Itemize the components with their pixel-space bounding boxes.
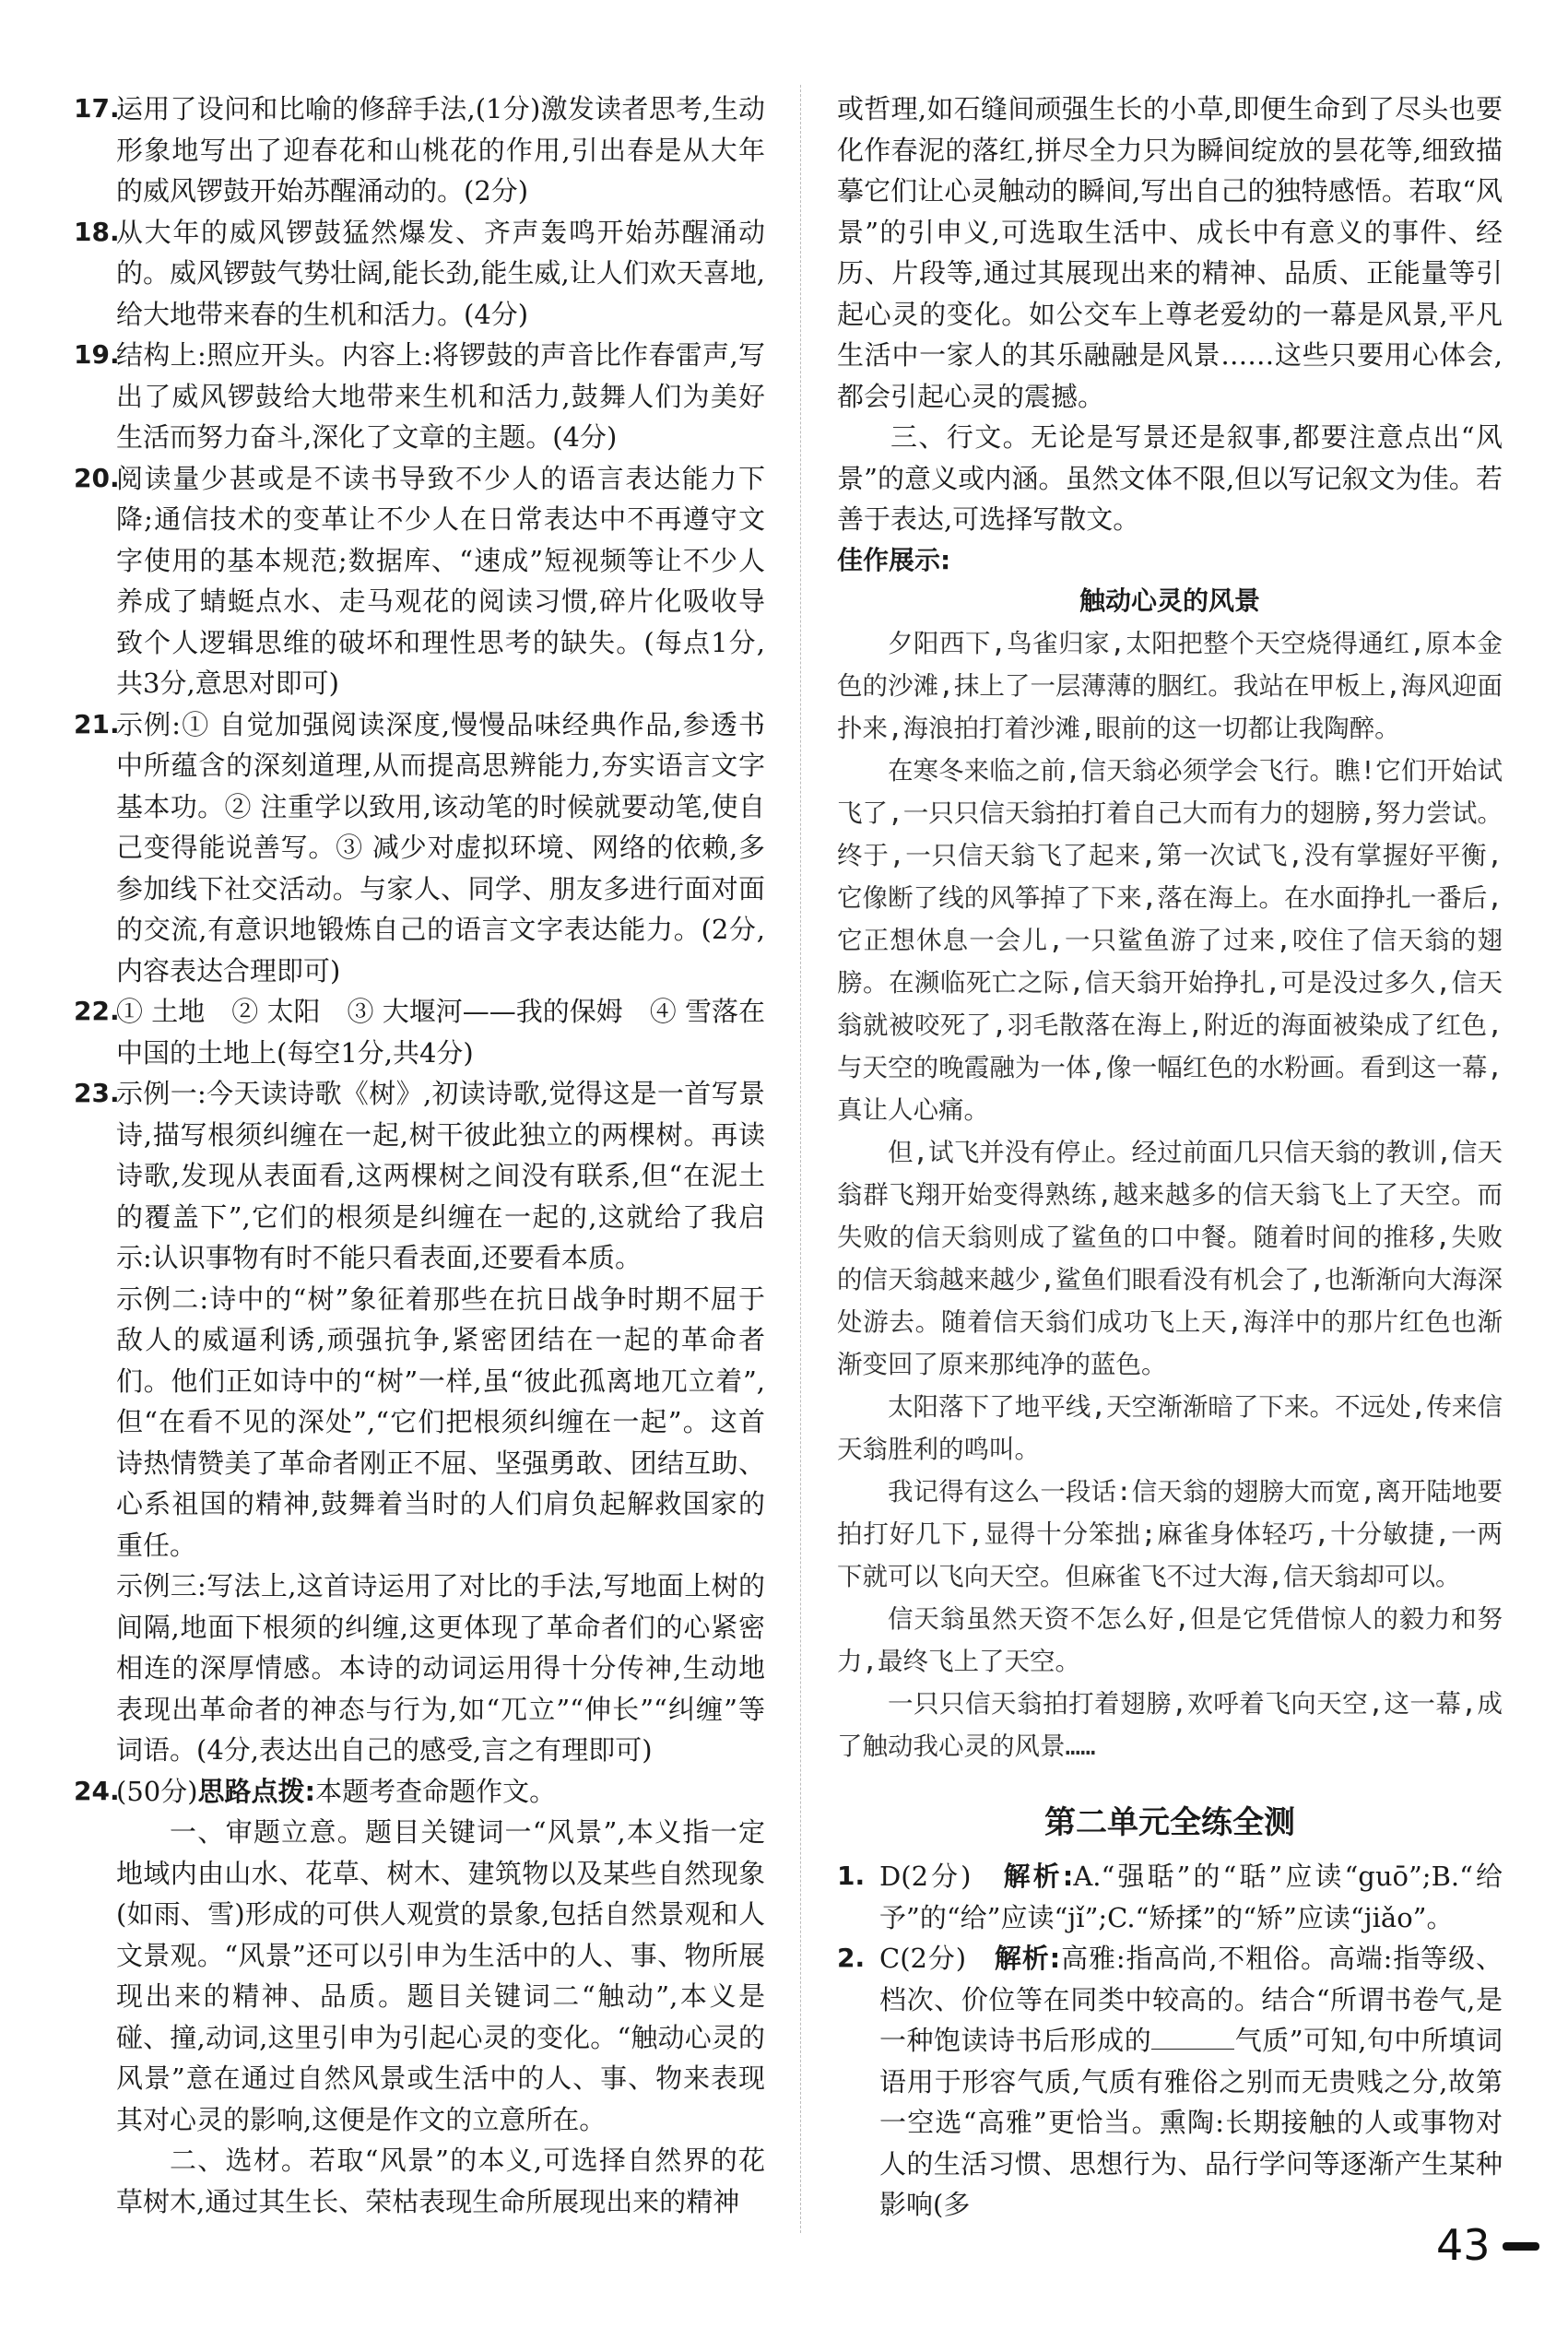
answer-23 bbox=[74, 1073, 765, 1771]
analysis-text: 高雅:指高尚,不粗俗。高端:指等级、档次、价位等在同类中较高的。结合“所谓书卷气,是一种饱读诗书后形成的 bbox=[879, 1943, 1503, 2056]
essay-paragraph: 一只只信天翁拍打着翅膀,欢呼着飞向天空,这一幕,成了触动我心灵的风景…… bbox=[837, 1688, 1503, 1761]
example-two: 示例二:诗中的“树”象征着那些在抗日战争时期不屈于敌人的威逼利诱,顽强抗争,紧密团结在一起的革命者们。他们正如诗中的“树”一样,虽“彼此孤离地兀立着”,但“在看不见的深处”,“它们把根须纠缠在一起”。这首诗热情赞美了革命者刚正不屈、坚强勇敢、团结互助、心系祖国的精神,鼓舞着当时的人们肩负起解救国家的重任。 bbox=[116, 1282, 765, 1561]
essay-paragraph: 夕阳西下,鸟雀归家,太阳把整个天空烧得通红,原本金色的沙滩,抹上了一层薄薄的胭红。我站在甲板上,海风迎面扑来,海浪拍打着沙滩,眼前的这一切都让我陶醉。 bbox=[837, 628, 1503, 743]
answer-18 bbox=[74, 212, 765, 336]
answer-24 bbox=[74, 1771, 765, 2223]
answer-choice: C(2分) bbox=[879, 1943, 967, 1974]
answer-text: 运用了设问和比喻的修辞手法,(1分)激发读者思考,生动形象地写出了迎春花和山桃花的作用,引出春是从大年的威风锣鼓开始苏醒涌动的。(2分) bbox=[116, 93, 765, 207]
paragraph-material-continued: 或哲理,如石缝间顽强生长的小草,即便生命到了尽头也要化作春泥的落红,拼尽全力只为瞬间绽放的昙花等,细致描摹它们让心灵触动的瞬间,写出自己的独特感悟。若取“风景”的引申义,可选取生活中、成长中有意义的事件、经历、片段等,通过其展现出来的精神、品质、正能量等引起心灵的变化。如公交车上尊老爱幼的一幕是风景,平凡生活中一家人的其乐融融是风景……这些只要用心体会,都会引起心灵的震撼。 bbox=[837, 93, 1503, 412]
showcase-label: 佳作展示: bbox=[837, 544, 951, 575]
answer-19 bbox=[74, 335, 765, 458]
question-number: 21. bbox=[74, 708, 120, 739]
question-number: 19. bbox=[74, 339, 120, 370]
paragraph-writing: 三、行文。无论是写景还是叙事,都要注意点出“风景”的意义或内涵。虽然文体不限,但以写记叙文为佳。若善于表达,可选择写散文。 bbox=[837, 421, 1503, 535]
essay-paragraph: 我记得有这么一段话:信天翁的翅膀大而宽,离开陆地要拍打好几下,显得十分笨拙;麻雀身体轻巧,十分敏捷,一两下就可以飞向天空。但麻雀飞不过大海,信天翁却可以。 bbox=[837, 1476, 1503, 1591]
question-number: 20. bbox=[74, 462, 120, 493]
answer-text: 结构上:照应开头。内容上:将锣鼓的声音比作春雷声,写出了威风锣鼓给大地带来生机和活力,鼓舞人们为美好生活而努力奋斗,深化了文章的主题。(4分) bbox=[116, 339, 765, 453]
analysis-text-continued: 气质”可知,句中所填词语用于形容气质,气质有雅俗之别而无贵贱之分,故第一空选“高雅”更恰当。熏陶:长期接触的人或事物对人的生活习惯、思想行为、品行学问等逐渐产生某种影响(多 bbox=[879, 2025, 1503, 2220]
question-number: 22. bbox=[74, 996, 120, 1026]
answer-20 bbox=[74, 458, 765, 704]
page-number: 43 bbox=[1436, 2220, 1491, 2270]
fill-blank bbox=[1151, 2022, 1234, 2050]
example-one: 示例一:今天读诗歌《树》,初读诗歌,觉得这是一首写景诗,描写根须纠缠在一起,树干彼此独立的两棵树。再读诗歌,发现从表面看,这两棵树之间没有联系,但“在泥土的覆盖下”,它们的根须是纠缠在一起的,这就给了我启示:认识事物有时不能只看表面,还要看本质。 bbox=[116, 1078, 765, 1273]
answer-text: 从大年的威风锣鼓猛然爆发、齐声轰鸣开始苏醒涌动的。威风锣鼓气势壮阔,能长劲,能生威,让人们欢天喜地,给大地带来春的生机和活力。(4分) bbox=[116, 216, 765, 330]
question-number: 2. bbox=[837, 1943, 866, 1973]
answer-choice: D(2分) bbox=[879, 1861, 972, 1892]
question-number: 23. bbox=[74, 1078, 120, 1108]
unit-answer-1 bbox=[837, 1856, 1503, 1938]
paragraph-material: 二、选材。若取“风景”的本义,可选择自然界的花草树木,通过其生长、荣枯表现生命所展现出来的精神 bbox=[116, 2145, 765, 2217]
answer-text: 示例:① 自觉加强阅读深度,慢慢品味经典作品,参透书中所蕴含的深刻道理,从而提高思辨能力,夯实语言文字基本功。② 注重学以致用,该动笔的时候就要动笔,使自己变得能说善写。③ 减少对虚拟环境、网络的依赖,多参加线下社交活动。与家人、同学、朋友多进行面对面的交流,有意识地锻炼自己的语言文字表达能力。(2分,内容表达合理即可) bbox=[116, 708, 765, 987]
unit-answer-2 bbox=[837, 1938, 1503, 2226]
answer-text: 阅读量少甚或是不读书导致不少人的语言表达能力下降;通信技术的变革让不少人在日常表达中不再遵守文字使用的基本规范;数据库、“速成”短视频等让不少人养成了蜻蜓点水、走马观花的阅读习惯,碎片化吸收导致个人逻辑思维的破坏和理性思考的缺失。(每点1分,共3分,意思对即可) bbox=[116, 462, 765, 699]
thinking-guide-label: 思路点拨: bbox=[197, 1775, 316, 1807]
essay-title: 触动心灵的风景 bbox=[1079, 585, 1260, 616]
answer-22 bbox=[74, 991, 765, 1073]
left-column bbox=[74, 89, 765, 2222]
analysis-label: 解析: bbox=[994, 1943, 1061, 1974]
essay-paragraph: 但,试飞并没有停止。经过前面几只信天翁的教训,信天翁群飞翔开始变得熟练,越来越多的信天翁飞上了天空。而失败的信天翁则成了鲨鱼的口中餐。随着时间的推移,失败的信天翁越来越少,鲨鱼们眼看没有机会了,也渐渐向大海深处游去。随着信天翁们成功飞上天,海洋中的那片红色也渐渐变回了原来那纯净的蓝色。 bbox=[837, 1137, 1503, 1379]
question-number: 1. bbox=[837, 1861, 866, 1891]
analysis-text: A.“强聒”的“聒”应读“guō”;B.“给予”的“给”应读“jǐ”;C.“矫揉”的“矫”应读“jiǎo”。 bbox=[879, 1861, 1503, 1933]
score: (50分) bbox=[116, 1775, 198, 1807]
essay-body bbox=[837, 622, 1503, 1767]
question-number: 17. bbox=[74, 93, 120, 124]
essay-paragraph: 太阳落下了地平线,天空渐渐暗了下来。不远处,传来信天翁胜利的鸣叫。 bbox=[837, 1391, 1503, 1464]
analysis-label: 解析: bbox=[1003, 1861, 1074, 1892]
essay-paragraph: 信天翁虽然天资不怎么好,但是它凭借惊人的毅力和努力,最终飞上了天空。 bbox=[837, 1603, 1503, 1676]
paragraph-topic: 一、审题立意。题目关键词一“风景”,本义指一定地域内由山水、花草、树木、建筑物以及某些自然现象(如雨、雪)形成的可供人观赏的景象,包括自然景观和人文景观。“风景”还可以引申为生活中的人、事、物所展现出来的精神、品质。题目关键词二“触动”,本义是碰、撞,动词,这里引申为引起心灵的变化。“触动心灵的风景”意在通过自然风景或生活中的人、事、物来表现其对心灵的影响,这便是作文的立意所在。 bbox=[116, 1816, 765, 2135]
question-number: 18. bbox=[74, 216, 120, 247]
answer-text: ① 土地 ② 太阳 ③ 大堰河——我的保姆 ④ 雪落在中国的土地上(每空1分,共4分) bbox=[116, 996, 765, 1069]
question-number: 24. bbox=[74, 1775, 120, 1806]
page-number-bar bbox=[1503, 2242, 1539, 2251]
example-three: 示例三:写法上,这首诗运用了对比的手法,写地面上树的间隔,地面下根须的纠缠,这更体现了革命者们的心紧密相连的深厚情感。本诗的动词运用得十分传神,生动地表现出革命者的神态与行为,如“兀立”“伸长”“纠缠”等词语。(4分,表达出自己的感受,言之有理即可) bbox=[116, 1570, 765, 1766]
answer-21 bbox=[74, 704, 765, 992]
answer-intro: 本题考查命题作文。 bbox=[315, 1775, 557, 1807]
answer-17 bbox=[74, 89, 765, 212]
section-title: 第二单元全练全测 bbox=[1044, 1803, 1295, 1841]
right-column bbox=[837, 89, 1503, 2226]
column-divider bbox=[800, 85, 801, 2233]
essay-paragraph: 在寒冬来临之前,信天翁必须学会飞行。瞧!它们开始试飞了,一只只信天翁拍打着自己大而有力的翅膀,努力尝试。终于,一只信天翁飞了起来,第一次试飞,没有掌握好平衡,它像断了线的风筝掉了下来,落在海上。在水面挣扎一番后,它正想休息一会儿,一只鲨鱼游了过来,咬住了信天翁的翅膀。在濒临死亡之际,信天翁开始挣扎,可是没过多久,信天翁就被咬死了,羽毛散落在海上,附近的海面被染成了红色,与天空的晚霞融为一体,像一幅红色的水粉画。看到这一幕,真让人心痛。 bbox=[837, 755, 1503, 1125]
